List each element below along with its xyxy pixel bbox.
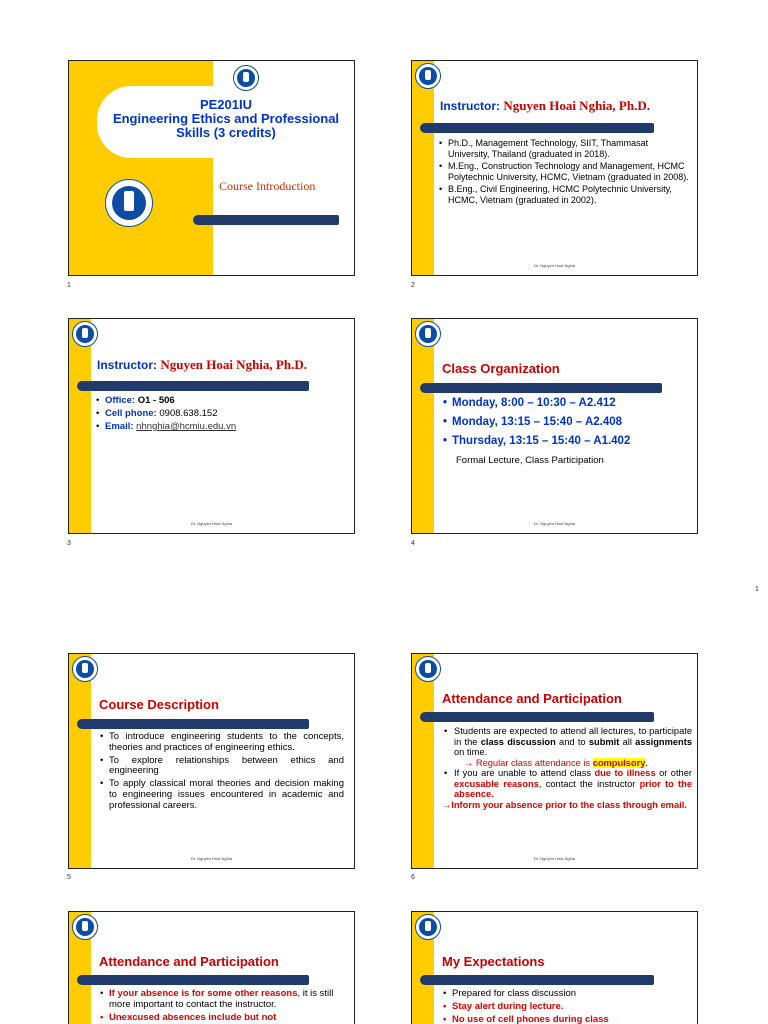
schedule-item: • Thursday, 13:15 – 15:40 – A1.402 [442, 435, 692, 448]
list-item: • Stay alert during lecture. [442, 1001, 690, 1012]
office-value: O1 - 506 [137, 395, 175, 406]
instructor-name: Nguyen Hoai Nghia, Ph.D. [160, 357, 307, 372]
instructor-label: Instructor: [97, 358, 161, 372]
heading-bar [420, 712, 654, 722]
page-number: 2 [411, 282, 415, 289]
instructor-label: Instructor: [440, 99, 504, 113]
schedule-item: • Monday, 8:00 – 10:30 – A2.412 [442, 397, 692, 410]
attendance-paragraph-2 [440, 768, 692, 800]
bullet-dot: • [444, 768, 448, 778]
university-logo-icon [233, 65, 259, 91]
slide-footer: Dr. Nguyen Hoai Nghia [191, 521, 232, 526]
slide-6 [411, 653, 698, 869]
university-logo-icon [415, 321, 441, 347]
text: or other [655, 768, 692, 778]
page-number: 5 [67, 874, 71, 881]
university-logo-icon [415, 63, 441, 89]
list-item: • Ph.D., Management Technology, SIIT, Thammasat University, Thailand (graduated in 2018). [438, 138, 690, 159]
title-bar [193, 215, 339, 225]
text: . [645, 757, 648, 768]
heading-bar [420, 123, 654, 133]
list-item: • M.Eng., Construction Technology and Management, HCMC Polytechnic University, HCMC, Vietnam (graduated in 2008). [438, 161, 690, 182]
slide-heading: My Expectations [442, 954, 545, 969]
bullet-dot: • [444, 726, 448, 736]
heading-bar [420, 975, 654, 985]
contact-list [95, 395, 347, 434]
course-title: PE201IU Engineering Ethics and Professional Skills (3 credits) [112, 97, 340, 140]
slide-accent-strip [69, 654, 91, 868]
slide-heading: Attendance and Participation [99, 954, 279, 969]
phone-item [95, 408, 347, 419]
list-item: • Prepared for class discussion [442, 988, 690, 999]
email-label: Email: [105, 421, 137, 432]
text: on time. [454, 747, 488, 757]
course-subtitle: Course Introduction [219, 179, 316, 193]
list-item [99, 988, 347, 1010]
text: , it is still more important to contact the instructor. [109, 988, 334, 1010]
format-note: Formal Lecture, Class Participation [456, 455, 604, 466]
list-item: • No use of cell phones during class [442, 1014, 690, 1024]
university-logo-icon [415, 914, 441, 940]
page-number: 6 [411, 874, 415, 881]
schedule-list [442, 397, 692, 454]
slide-heading: Class Organization [442, 361, 560, 376]
text: submit [588, 736, 620, 747]
attendance-paragraph-1 [440, 726, 692, 768]
office-item [95, 395, 347, 406]
phone-value: 0908.638.152 [159, 408, 218, 419]
slide-footer: Dr. Nguyen Hoai Nghia [191, 856, 232, 861]
schedule-item: • Monday, 13:15 – 15:40 – A2.408 [442, 416, 692, 429]
page-number: 4 [411, 540, 415, 547]
slide-accent-strip [412, 61, 434, 275]
text: → Regular class attendance is [464, 757, 593, 768]
credentials-list [438, 138, 690, 207]
page-number: 3 [67, 540, 71, 547]
text: , contact the instructor [538, 778, 640, 789]
list-item: • B.Eng., Civil Engineering, HCMC Polytechnic University, HCMC, Vietnam (graduated in 2002). [438, 184, 690, 205]
text: If your absence is for some other reasons [109, 988, 298, 999]
text: due to illness [594, 768, 656, 778]
slide-8 [411, 911, 698, 1024]
email-link[interactable]: nhnghia@hcmiu.edu.vn [136, 421, 237, 432]
page-number: 1 [67, 282, 71, 289]
slide-5 [68, 653, 355, 869]
text: If you are unable to attend class [454, 768, 595, 778]
slide-heading: Course Description [99, 697, 219, 712]
text: Students are expected to attend all lectures, to participate in the [454, 726, 692, 747]
text: assignments [635, 736, 692, 747]
university-logo-icon [72, 321, 98, 347]
university-logo-icon [415, 656, 441, 682]
slide-footer: Dr. Nguyen Hoai Nghia [534, 263, 575, 268]
compulsory-highlight: compulsory [592, 757, 646, 768]
sheet-page-number: 1 [755, 586, 759, 593]
heading-bar [77, 381, 309, 391]
slide-heading: Attendance and Participation [442, 691, 622, 706]
slide-2 [411, 60, 698, 276]
list-item: • Unexcused absences include but not [99, 1012, 347, 1023]
instructor-name: Nguyen Hoai Nghia, Ph.D. [503, 98, 650, 113]
list-item: • To apply classical moral theories and decision making to engineering issues encountered in academic and professional careers. [99, 779, 344, 811]
email-item [95, 421, 347, 432]
attendance-paragraph-3: →Inform your absence prior to the class through email. [442, 799, 687, 810]
instructor-heading [440, 98, 650, 114]
list-item: • To explore relationships between ethics and engineering [99, 756, 344, 778]
slide-accent-strip [69, 319, 91, 533]
university-seal-icon [105, 179, 153, 227]
description-list [99, 732, 344, 814]
slide-1 [68, 60, 355, 276]
slide-3 [68, 318, 355, 534]
heading-bar [420, 383, 662, 393]
instructor-heading [97, 357, 307, 373]
slide-7 [68, 911, 355, 1024]
university-logo-icon [72, 914, 98, 940]
expectations-list [442, 988, 690, 1024]
absence-list [99, 988, 347, 1024]
university-logo-icon [72, 656, 98, 682]
office-label: Office: [105, 395, 138, 406]
text: and to [555, 736, 589, 747]
text: class discussion [480, 736, 556, 747]
list-item: • To introduce engineering students to the concepts, theories and practices of engineering ethics. [99, 732, 344, 754]
heading-bar [77, 719, 309, 729]
text: all [619, 736, 636, 747]
phone-label: Cell phone: [105, 408, 160, 419]
heading-bar [77, 975, 309, 985]
slide-accent-strip [412, 654, 434, 868]
slide-4 [411, 318, 698, 534]
slide-accent-strip [412, 319, 434, 533]
slide-footer: Dr. Nguyen Hoai Nghia [534, 856, 575, 861]
text: prior to the absence. [454, 778, 692, 799]
attendance-body [440, 726, 692, 810]
slide-footer: Dr. Nguyen Hoai Nghia [534, 521, 575, 526]
text: excusable reasons [454, 778, 539, 789]
